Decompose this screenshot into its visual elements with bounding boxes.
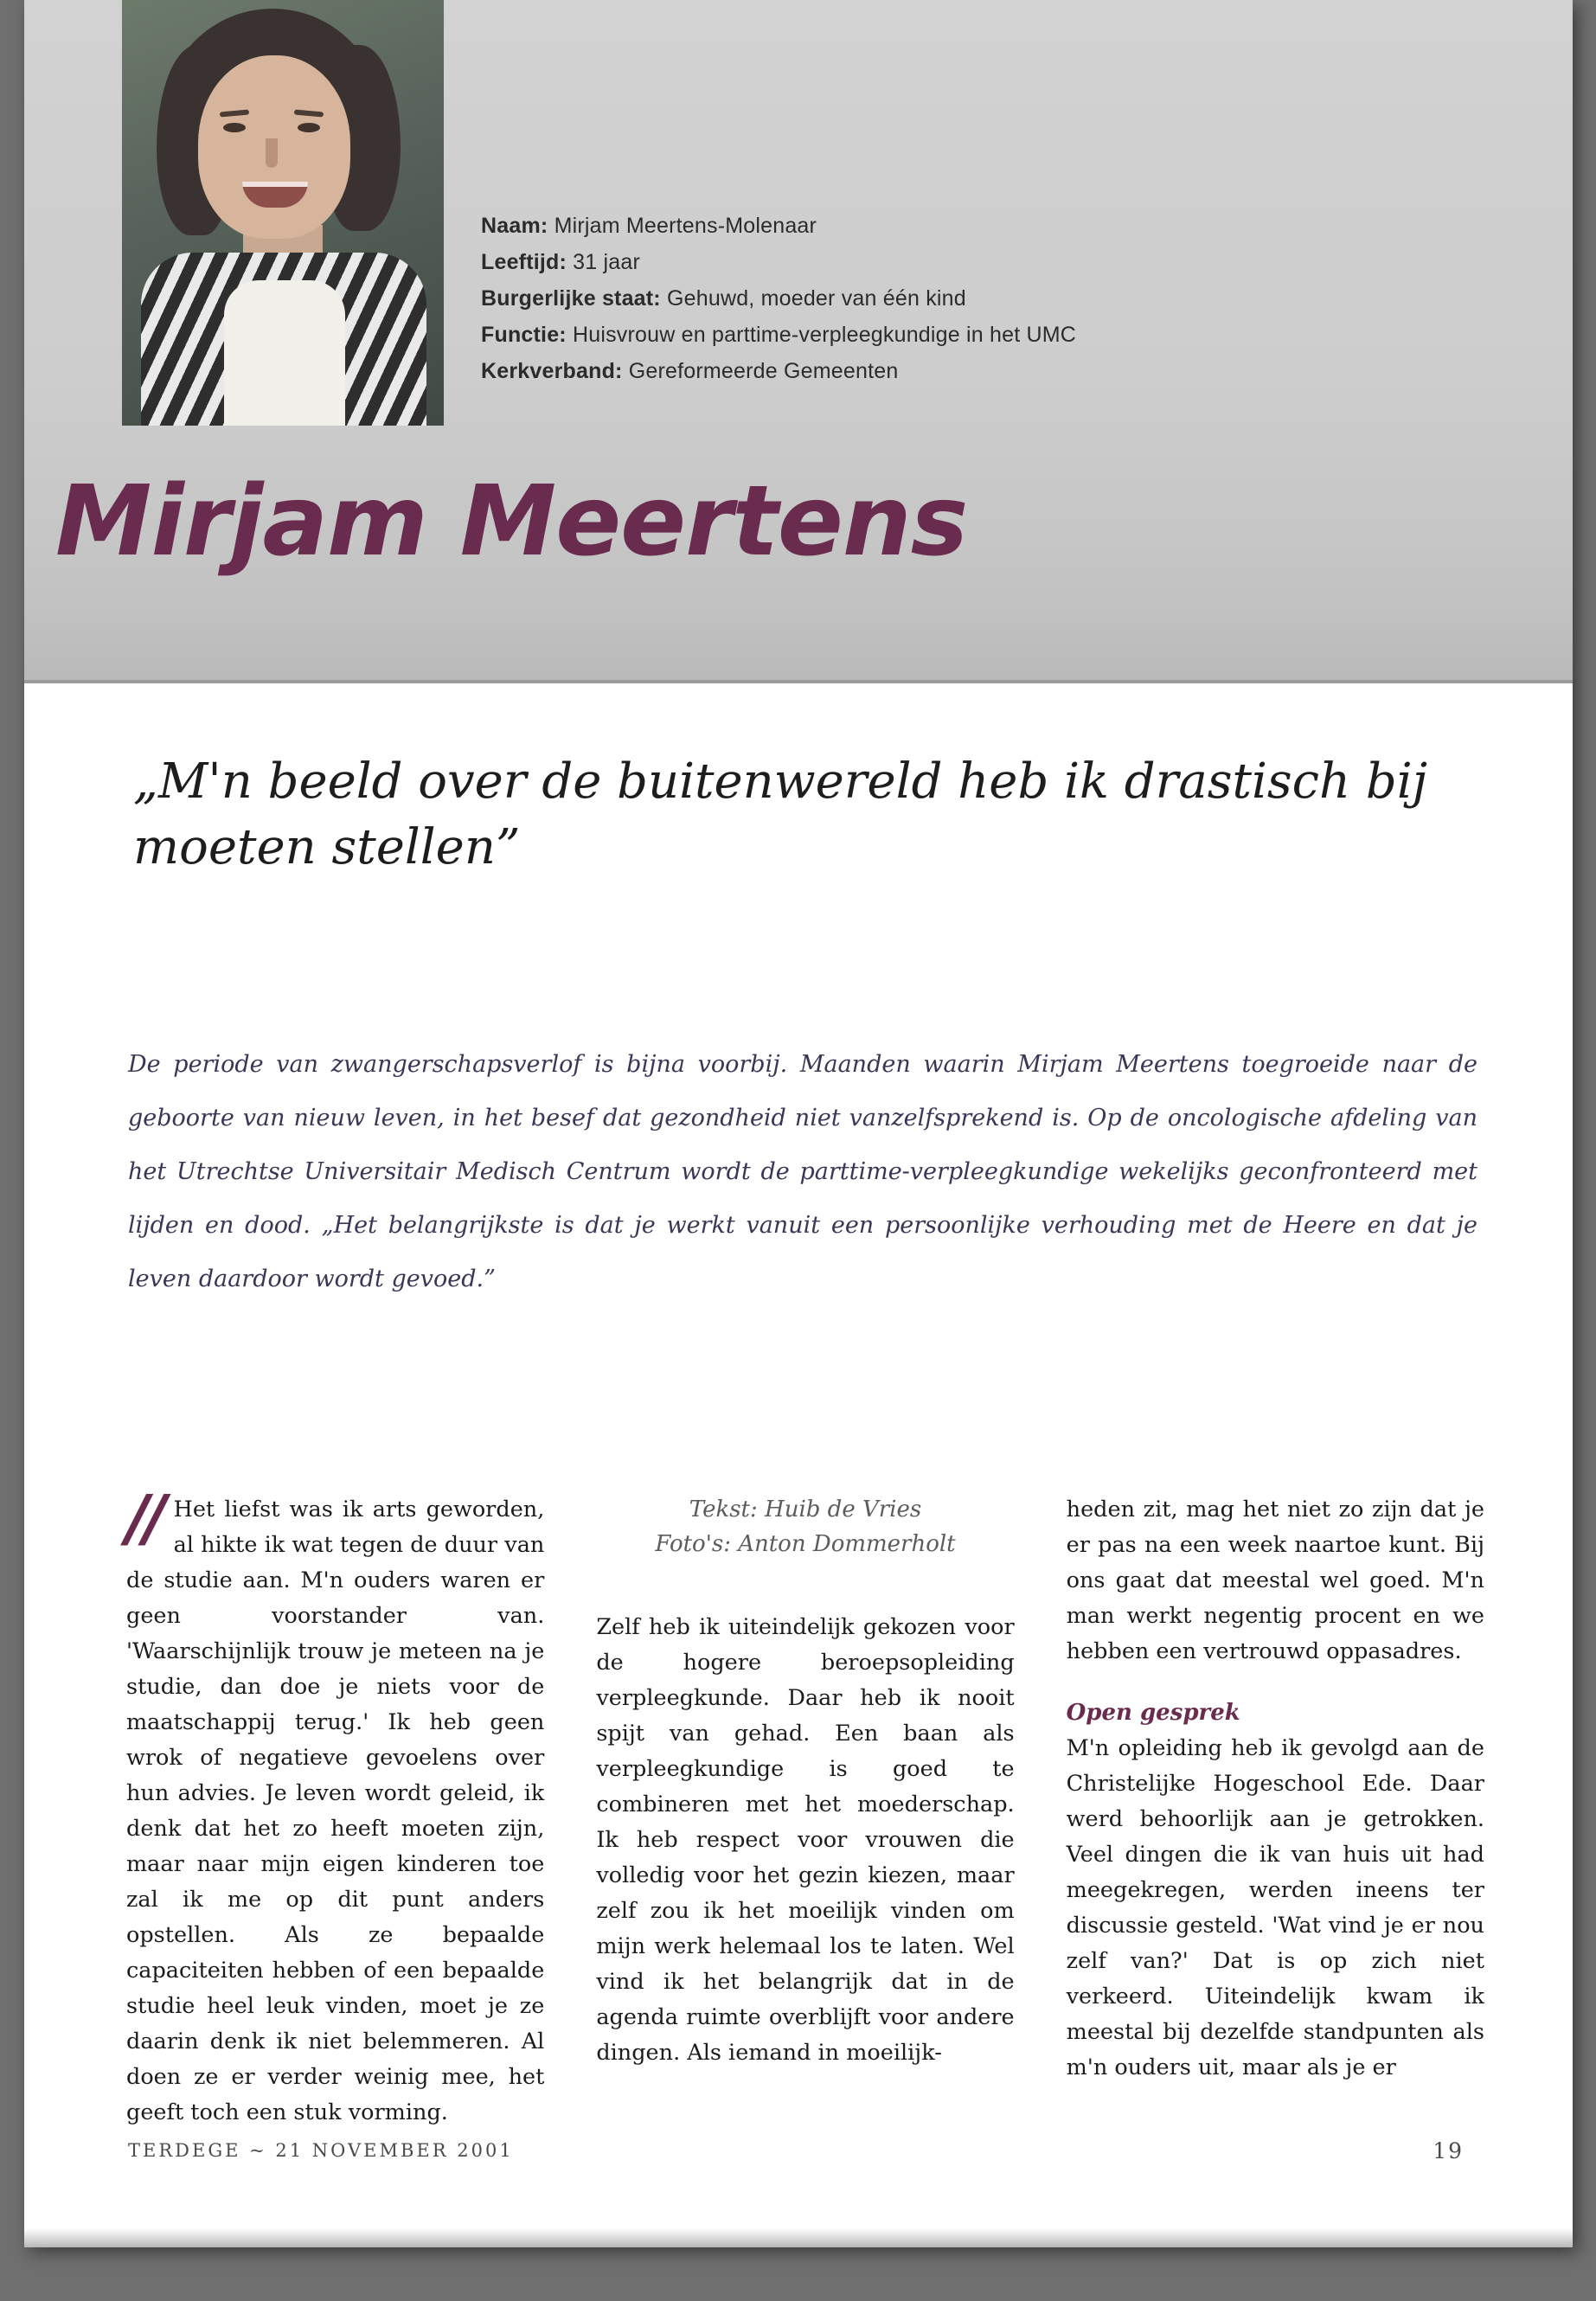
credit-photo: Foto's: Anton Dommerholt [655, 1531, 956, 1557]
page-bottom-shadow [24, 2228, 1573, 2247]
bio-label-function: Functie: [481, 323, 567, 347]
bio-row-church [481, 353, 1433, 389]
bio-value-status: Gehuwd, moeder van één kind [660, 286, 966, 311]
footer-page-number: 19 [1433, 2138, 1464, 2163]
portrait-eye-left [223, 123, 246, 132]
header-band [24, 0, 1573, 683]
bio-label-age: Leeftijd: [481, 250, 567, 274]
page-title: Mirjam Meertens [55, 465, 968, 578]
column-3-body-top: heden zit, mag het niet zo zijn dat je er pas na een week naartoe kunt. Bij ons gaat dat meestal wel goed. M'n man werkt negentig procent en we hebben een vertrouwd oppasadres. [1066, 1497, 1484, 1664]
column-3-body-bottom: M'n opleiding heb ik gevolgd aan de Christelijke Hogeschool Ede. Daar werd behoorlijk aan je getrokken. Veel dingen die ik van huis uit had meegekregen, werden ineens ter discussie gesteld. 'Wat vind je er nou zelf van?' Dat is op zich niet verkeerd. Uiteindelijk kwam ik meestal bij dezelfde standpunten als m'n ouders uit, maar als je er [1066, 1735, 1484, 2080]
bio-row-status [481, 280, 1433, 317]
quote-mark-icon: // [126, 1482, 162, 1554]
portrait-nose [266, 138, 278, 168]
bio-value-age: 31 jaar [567, 250, 641, 274]
column-3-subhead: Open gesprek [1066, 1700, 1240, 1726]
footer-issue-line: TERDEGE ~ 21 NOVEMBER 2001 [128, 2140, 514, 2161]
bio-row-name [481, 208, 1433, 244]
bio-row-age [481, 244, 1433, 280]
article-column-1 [126, 1482, 545, 2131]
portrait-eye-right [298, 123, 320, 132]
credits-block [596, 1492, 1014, 1561]
portrait-photo [122, 0, 444, 426]
article-deck: „M'n beeld over de buitenwereld heb ik drastisch bij moeten stellen” [133, 753, 1427, 875]
column-1-body: Het liefst was ik arts geworden, al hikte ik wat tegen de duur van de studie aan. M'n ouders waren er geen voorstander van. 'Waarschijnlijk trouw je meteen na je studie, dan doe je niets voor de maatschappij terug.' Ik heb geen wrok of negatieve gevoelens over hun advies. Je leven wordt geleid, ik denk dat het zo heeft moeten zijn, maar naar mijn eigen kinderen toe zal ik me op dit punt anders opstellen. Als ze bepaalde capaciteiten hebben of een bepaalde studie heel leuk vinden, moet je ze daarin denk ik niet belemmeren. Al doen ze er verder weinig mee, het geeft toch een stuk vorming. [126, 1497, 545, 2125]
bio-label-name: Naam: [481, 214, 548, 238]
credit-text: Tekst: Huib de Vries [689, 1497, 922, 1522]
article-column-3 [1067, 1492, 1484, 2131]
article-column-2 [596, 1492, 1014, 2131]
bio-value-function: Huisvrouw en parttime-verpleegkundige in het UMC [566, 323, 1077, 347]
column-2-body: Zelf heb ik uiteindelijk gekozen voor de hogere beroepsopleiding verpleegkunde. Daar heb ik nooit spijt van gehad. Een baan als verpleegkundige is goed te combineren met het moederschap. Ik heb respect voor vrouwen die volledig voor het gezin kiezen, maar zelf zou ik het moeilijk vinden om mijn werk helemaal los te laten. Wel vind ik het belangrijk dat in de agenda ruimte overblijft voor andere dingen. Als iemand in moeilijk- [596, 1614, 1015, 2066]
article-body [126, 1482, 1484, 2131]
bio-block [481, 208, 1433, 389]
bio-value-name: Mirjam Meertens-Molenaar [548, 214, 817, 238]
article-column-1-text [126, 1482, 545, 2131]
bio-row-function [481, 317, 1433, 353]
article-intro: De periode van zwangerschapsverlof is bijna voorbij. Maanden waarin Mirjam Meertens toegroeide naar de geboorte van nieuw leven, in het besef dat gezondheid niet vanzelfsprekend is. Op de oncologische afdeling van het Utrechtse Universitair Medisch Centrum wordt de parttime-verpleegkundige wekelijks geconfronteerd met lijden en dood. „Het belangrijkste is dat je werkt vanuit een persoonlijke verhouding met de Heere en dat je leven daardoor wordt gevoed.” [128, 1051, 1477, 1292]
bio-value-church: Gereformeerde Gemeenten [622, 359, 899, 383]
bio-label-status: Burgerlijke staat: [481, 286, 661, 311]
portrait-collar [224, 280, 345, 426]
bio-label-church: Kerkverband: [481, 359, 623, 383]
magazine-page [24, 0, 1573, 2247]
